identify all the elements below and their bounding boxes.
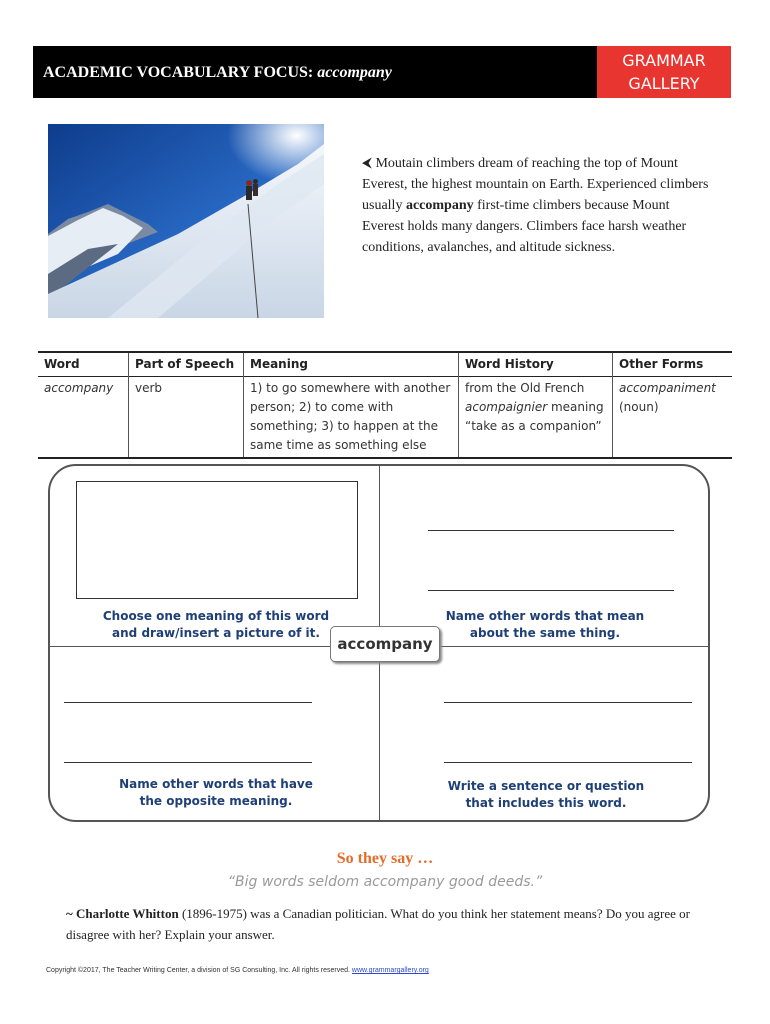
- bullet-arrow-icon: ⮜: [362, 156, 372, 171]
- page-title: [43, 46, 392, 98]
- table-row: [38, 377, 732, 459]
- vocabulary-table: [38, 351, 732, 459]
- center-word-box: accompany: [330, 626, 440, 662]
- column-header-word: Word: [38, 352, 129, 377]
- copyright-footer: [46, 967, 429, 974]
- history-suffix: meaning “take as a companion”: [465, 400, 604, 433]
- cell-word: accompany: [38, 377, 129, 459]
- mountain-climbers-illustration: [48, 124, 324, 318]
- brand-line-2: GALLERY: [628, 74, 700, 93]
- synonym-blank-2[interactable]: [428, 590, 674, 591]
- column-header-meaning: Meaning: [244, 352, 459, 377]
- cell-other-forms: [613, 377, 733, 459]
- antonym-blank-2[interactable]: [64, 762, 312, 763]
- intro-bold-word: accompany: [405, 198, 474, 213]
- antonym-blank-1[interactable]: [64, 702, 312, 703]
- intro-paragraph: [362, 153, 712, 258]
- table-header-row: [38, 352, 732, 377]
- sentence-blank-2[interactable]: [444, 762, 692, 763]
- column-header-part-of-speech: Part of Speech: [129, 352, 244, 377]
- question-text: (1896-1975) was a Canadian politician. What do you think her statement means? Do you agree or disagree with her? Explain your answer.: [66, 906, 690, 942]
- header-bar: [33, 46, 731, 98]
- cell-meaning: 1) to go somewhere with another person; 2) to come with something; 3) to happen at the same time as something else: [244, 377, 459, 459]
- brand-line-1: GRAMMAR: [622, 51, 706, 70]
- history-prefix: from the Old French: [465, 381, 585, 395]
- column-header-other-forms: Other Forms: [619, 357, 704, 371]
- intro-text-before: Moutain climbers dream of reaching the top of Mount Everest, the highest mountain on Earth. Experienced climbers usually: [362, 156, 709, 213]
- quote-heading: So they say …: [336, 850, 434, 867]
- discussion-question: [66, 903, 716, 945]
- quote-text: “Big words seldom accompany good deeds.”: [227, 874, 543, 890]
- sentence-blank-1[interactable]: [444, 702, 692, 703]
- frayer-model: [48, 464, 710, 822]
- prompt-sentence: Write a sentence or question that includes this word.: [447, 779, 645, 810]
- mountain-climbers-photo: [48, 124, 324, 318]
- focus-word: accompany: [317, 64, 392, 81]
- prompt-antonyms: Name other words that have the opposite meaning.: [119, 777, 313, 808]
- prompt-draw-picture: Choose one meaning of this word and draw/insert a picture of it.: [102, 609, 330, 640]
- history-word: acompaignier: [465, 400, 548, 414]
- synonym-blank-1[interactable]: [428, 530, 674, 531]
- copyright-text: Copyright ©2017, The Teacher Writing Center, a division of SG Consulting, Inc. All rights reserved.: [46, 967, 352, 974]
- brand-logo: [597, 46, 731, 98]
- prompt-synonyms: Name other words that mean about the same thing.: [445, 609, 645, 640]
- cell-part-of-speech: verb: [129, 377, 244, 459]
- website-link[interactable]: www.grammargallery.org: [351, 967, 429, 974]
- column-header-word-history: Word History: [459, 352, 613, 377]
- other-form-pos: (noun): [619, 400, 659, 414]
- drawing-box[interactable]: [76, 481, 358, 599]
- other-form: accompaniment: [619, 381, 716, 395]
- title-prefix: ACADEMIC VOCABULARY FOCUS:: [43, 64, 318, 81]
- intro-text-after: first-time climbers because Mount Everest holds many dangers. Climbers face harsh weather conditions, avalanches, and altitude sickness.: [362, 198, 687, 255]
- quote-author: ~ Charlotte Whitton: [66, 906, 179, 921]
- cell-word-history: [459, 377, 613, 459]
